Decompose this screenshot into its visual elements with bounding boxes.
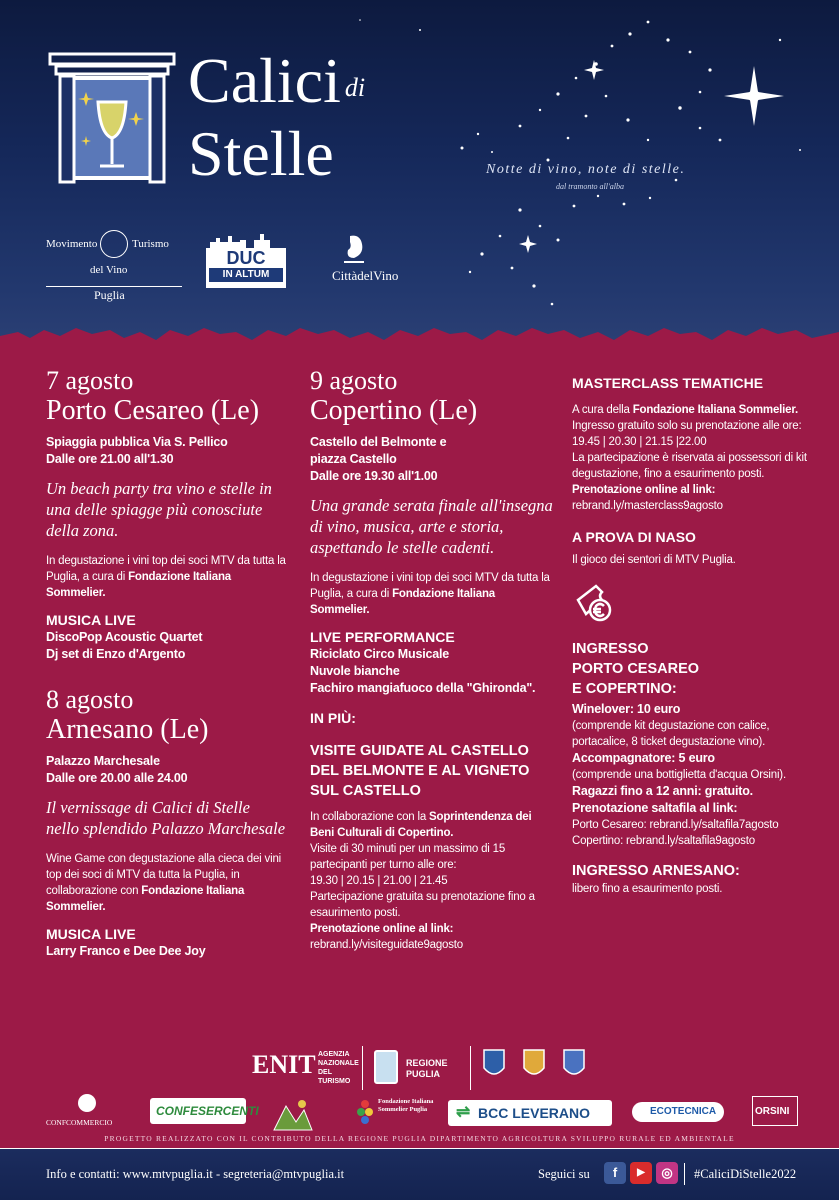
bcc-text: BCC LEVERANO	[478, 1105, 591, 1121]
event2-date: 8 agosto	[46, 685, 134, 714]
column-middle	[310, 366, 555, 953]
visite-details: Visite di 30 minuti per un massimo di 15 partecipanti per turno alle ore:	[310, 843, 506, 871]
follow-us-label: Seguici su	[538, 1167, 590, 1181]
visite-times: 19.30 | 20.15 | 21.00 | 21.45	[310, 875, 448, 887]
ecotecnica-text: ECOTECNICA	[650, 1106, 717, 1117]
municipal-crests-icon	[480, 1048, 590, 1084]
citta-vino-text: CittàdelVino	[332, 268, 399, 283]
masterclass-entry: Ingresso gratuito solo su prenotazione alle ore:	[572, 420, 802, 432]
duc-line2: IN ALTUM	[209, 268, 283, 282]
visite-collab-bold: Soprintendenza dei Beni Culturali di Copertino.	[310, 811, 532, 839]
event2-time: Dalle ore 20.00 alle 24.00	[46, 771, 188, 785]
event3-date: 9 agosto	[310, 366, 398, 395]
hashtag: #CaliciDiStelle2022	[694, 1167, 797, 1181]
title-di: di	[344, 73, 366, 102]
ingresso-heading-2: PORTO CESAREO	[572, 661, 700, 677]
in-piu-heading: IN PIÙ:	[310, 710, 356, 726]
winelover-details: (comprende kit degustazione con calice, portacalice, 8 ticket degustazione vino).	[572, 720, 770, 748]
event1-music-1: DiscoPop Acoustic Quartet	[46, 630, 203, 644]
title-line2: Stelle	[188, 118, 334, 189]
event1-tasting-pre: In degustazione i vini top dei soci MTV da tutta la Puglia, a cura di	[46, 555, 286, 583]
ragazzi-price: Ragazzi fino a 12 anni: gratuito.	[572, 784, 753, 798]
visite-booking-link[interactable]: rebrand.ly/visiteguidate9agosto	[310, 939, 463, 951]
masterclass-curator-bold: Fondazione Italiana Sommelier.	[632, 404, 798, 416]
mtv-emblem-icon	[100, 230, 128, 258]
event3-tasting-bold: Fondazione Italiana Sommelier.	[310, 588, 495, 616]
bcc-emblem-icon: ⇌	[456, 1102, 471, 1121]
duc-line1: DUC	[226, 248, 266, 268]
event2-place: Arnesano (Le)	[46, 714, 209, 745]
mtv-divider	[46, 286, 182, 287]
ingresso-arnesano-heading: INGRESSO ARNESANO:	[572, 863, 740, 879]
event3-location-1: Castello del Belmonte e	[310, 435, 447, 449]
contact-info[interactable]: Info e contatti: www.mtvpuglia.it - segreteria@mtvpuglia.it	[46, 1167, 345, 1181]
regione-puglia-logo	[374, 1050, 458, 1090]
performance-1: Riciclato Circo Musicale	[310, 647, 449, 661]
confcommercio-logo	[46, 1094, 132, 1134]
footer-bar	[0, 1148, 839, 1200]
mtv-right-text: Turismo	[132, 238, 169, 250]
facebook-icon[interactable]: f	[604, 1162, 626, 1184]
fis-logo	[356, 1096, 436, 1132]
event3-tasting-pre: In degustazione i vini top dei soci MTV da tutta la Puglia, a cura di	[310, 572, 550, 600]
mtv-mid-text: del Vino	[90, 264, 128, 276]
ingresso-heading-1: INGRESSO	[572, 641, 649, 657]
regione-crest-icon	[374, 1050, 398, 1084]
title-line1: Calici	[188, 45, 341, 116]
mtv-puglia-logo	[46, 230, 186, 304]
fis-text: Fondazione Italiana Sommelier Puglia	[378, 1098, 434, 1113]
mtv-left-text: Movimento	[46, 238, 98, 250]
event-title	[188, 45, 448, 189]
funding-credit: PROGETTO REALIZZATO CON IL CONTRIBUTO DELLA REGIONE PUGLIA DIPARTIMENTO AGRICOLTURA SVILUPPO RURALE ED AMBIENTALE	[104, 1134, 735, 1143]
masterclass-booking-heading: Prenotazione online al link:	[572, 484, 716, 496]
footer-divider	[684, 1163, 685, 1185]
event2-wine-game-pre: Wine Game con degustazione alla cieca dei vini top dei soci di MTV da tutta la Puglia, in collaborazione con	[46, 853, 281, 897]
event1-date: 7 agosto	[46, 366, 134, 395]
orsini-text: ORSINI	[755, 1106, 790, 1117]
enit-logo	[252, 1048, 359, 1088]
event2-music-heading: MUSICA LIVE	[46, 926, 136, 942]
winelover-price: Winelover: 10 euro	[572, 702, 681, 716]
performance-2: Nuvole bianche	[310, 664, 400, 678]
confesercenti-logo	[150, 1098, 259, 1124]
column-left	[46, 366, 286, 960]
event1-music-2: Dj set di Enzo d'Argento	[46, 647, 186, 661]
masterclass-booking-link[interactable]: rebrand.ly/masterclass9agosto	[572, 500, 723, 512]
saltafila-copertino[interactable]: Copertino: rebrand.ly/saltafila9agosto	[572, 835, 755, 847]
event2-description: Il vernissage di Calici di Stelle nello splendido Palazzo Marchesale	[46, 798, 286, 838]
confcommercio-text: CONFCOMMERCIO	[46, 1118, 113, 1127]
event2-wine-game-bold: Fondazione Italiana Sommelier.	[46, 885, 245, 913]
event1-tasting-bold: Fondazione Italiana Sommelier.	[46, 571, 231, 599]
logo-divider	[362, 1046, 363, 1090]
visite-participation: Partecipazione gratuita su prenotazione fino a esaurimento posti.	[310, 891, 535, 919]
masterclass-heading: MASTERCLASS TEMATICHE	[572, 375, 764, 391]
accompagnatore-details: (comprende una bottiglietta d'acqua Orsini).	[572, 769, 786, 781]
event1-place: Porto Cesareo (Le)	[46, 395, 260, 426]
event1-location: Spiaggia pubblica Via S. Pellico	[46, 435, 228, 449]
visite-collab-pre: In collaborazione con la	[310, 811, 430, 823]
logo-divider-2	[470, 1046, 471, 1090]
event1-tasting-text	[46, 553, 286, 601]
header-banner	[0, 0, 839, 340]
prova-naso-text: Il gioco dei sentori di MTV Puglia.	[572, 554, 736, 566]
masterclass-curator-pre: A cura della	[572, 404, 633, 416]
event3-location-2: piazza Castello	[310, 452, 397, 466]
ecotecnica-logo	[632, 1102, 724, 1122]
duc-in-altum-logo	[206, 234, 286, 288]
ticket-euro-icon	[572, 582, 614, 624]
event1-description: Un beach party tra vino e stelle in una delle spiagge più conosciute della zona.	[46, 479, 272, 540]
calici-temple-logo	[46, 52, 178, 186]
event3-place: Copertino (Le)	[310, 395, 478, 426]
tagline: Notte di vino, note di stelle.	[486, 162, 686, 177]
fis-grape-icon	[356, 1098, 374, 1128]
citta-del-vino-logo	[330, 232, 399, 288]
gal-terra-logo-icon	[266, 1096, 316, 1132]
masterclass-times: 19.45 | 20.30 | 21.15 |22.00	[572, 436, 707, 448]
accompagnatore-price: Accompagnatore: 5 euro	[572, 751, 715, 765]
event3-tasting-text	[310, 570, 555, 618]
bcc-leverano-logo	[448, 1100, 612, 1126]
visite-heading: VISITE GUIDATE AL CASTELLO DEL BELMONTE E AL VIGNETO SUL CASTELLO	[310, 743, 530, 799]
tagline-sub: dal tramonto all'alba	[556, 182, 624, 191]
event2-location: Palazzo Marchesale	[46, 754, 160, 768]
youtube-icon[interactable]: ▶	[630, 1162, 652, 1184]
saltafila-heading: Prenotazione saltafila al link:	[572, 801, 738, 815]
performance-3: Fachiro mangiafuoco della "Ghironda".	[310, 681, 536, 695]
event2-music-1: Larry Franco e Dee Dee Joy	[46, 944, 206, 958]
orsini-logo	[752, 1096, 798, 1126]
mtv-bottom-text: Puglia	[94, 288, 125, 302]
event3-description: Una grande serata finale all'insegna di vino, musica, arte e storia, aspettando le stelle cadenti.	[310, 496, 553, 557]
masterclass-curator	[572, 402, 812, 418]
visite-booking-heading: Prenotazione online al link:	[310, 923, 454, 935]
ingresso-heading-3: E COPERTINO:	[572, 681, 677, 697]
prova-naso-heading: A PROVA DI NASO	[572, 529, 696, 545]
masterclass-participation: La partecipazione è riservata ai possessori di kit degustazione, fino a esaurimento posti.	[572, 452, 807, 480]
torn-edge-divider	[0, 318, 839, 358]
instagram-icon[interactable]: ◎	[656, 1162, 678, 1184]
duc-box	[206, 248, 286, 288]
event2-wine-game-text	[46, 851, 286, 915]
event1-time: Dalle ore 21.00 all'1.30	[46, 452, 174, 466]
regione-text: REGIONE PUGLIA	[406, 1058, 448, 1079]
enit-subtext: AGENZIA NAZIONALE DEL TURISMO	[318, 1051, 359, 1085]
saltafila-porto-cesareo[interactable]: Porto Cesareo: rebrand.ly/saltafila7agosto	[572, 819, 779, 831]
ingresso-arnesano-text: libero fino a esaurimento posti.	[572, 883, 723, 895]
event3-time: Dalle ore 19.30 all'1.00	[310, 469, 438, 483]
confcommercio-emblem-icon	[78, 1094, 96, 1112]
column-right	[572, 374, 812, 897]
event1-music-heading: MUSICA LIVE	[46, 612, 136, 628]
live-performance-heading: LIVE PERFORMANCE	[310, 629, 455, 645]
enit-text: ENIT	[252, 1050, 316, 1079]
visite-collab-text	[310, 809, 555, 841]
confesercenti-text: CONFESERCENTI	[156, 1104, 259, 1118]
citta-vino-emblem-icon	[338, 232, 372, 266]
